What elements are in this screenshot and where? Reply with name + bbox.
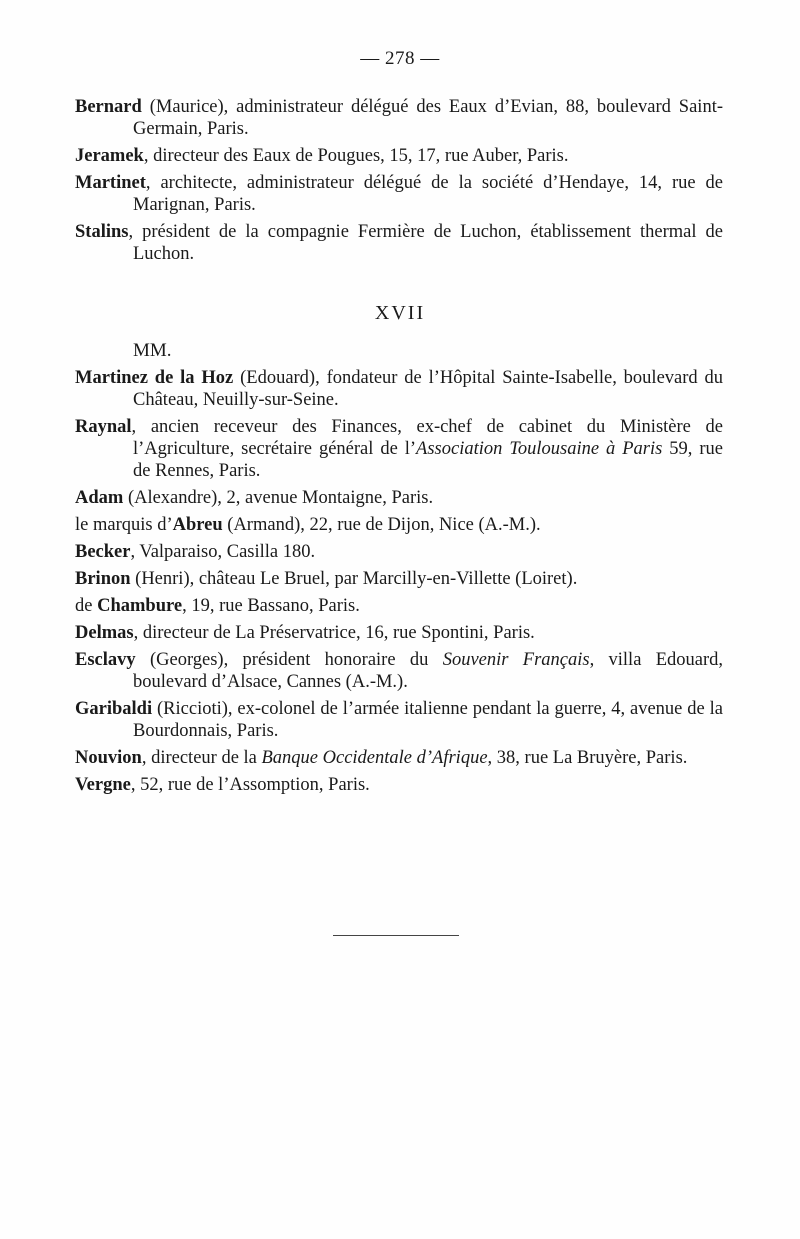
entry [75,487,723,509]
entry-text: (Alexandre), 2, avenue Montaigne, Paris. [123,488,434,508]
entry [75,172,723,216]
entry-name: Brinon [75,569,131,589]
entry-name: Garibaldi [75,699,153,719]
entry [75,416,723,482]
entry-name: Martinez de la Hoz [75,368,234,388]
entry-text-after: 59, rue de Rennes, Paris. [133,439,723,481]
entry-prefix: de [75,596,98,616]
entry-name: Stalins [75,222,129,242]
entry [75,774,723,796]
entry-name: Becker [75,542,131,562]
page-number: — 278 — [360,48,440,69]
entry-list-section [75,367,723,801]
section-title: XVII [374,302,426,324]
entry [75,514,723,536]
entry-italic: Association Toulousaine à Paris [416,439,663,459]
entry-text: , 19, rue Bassano, Paris. [182,596,360,616]
entry-name: Raynal [75,417,132,437]
entry-name: Vergne [75,775,131,795]
entry-name: Jeramek [75,146,144,166]
entry-text: , architecte, administrateur délégué de la société d’Hendaye, 14, rue de Marignan, Paris. [133,173,723,215]
entry-name: Martinet [75,173,146,193]
entry-text: (Armand), 22, rue de Dijon, Nice (A.-M.). [222,515,541,535]
entry [75,541,723,563]
entry-text-after: , villa Edouard, boulevard d’Alsace, Cannes (A.-M.). [133,650,724,692]
entry-text: (Maurice), administrateur délégué des Eaux d’Evian, 88, boulevard Saint-Germain, Paris. [133,97,723,139]
entry-name: Adam [75,488,124,508]
entry-text: , président de la compagnie Fermière de Luchon, établissement thermal de Luchon. [128,222,723,264]
entry [75,568,723,590]
entry-text: , directeur des Eaux de Pougues, 15, 17, rue Auber, Paris. [143,146,569,166]
entry [75,367,723,411]
entry-text: (Edouard), fondateur de l’Hôpital Sainte-Isabelle, boulevard du Château, Neuilly-sur-Seine. [133,368,723,410]
entry-text: , directeur de La Préservatrice, 16, rue Spontini, Paris. [133,623,535,643]
entry-name: Chambure [97,596,183,616]
entry-text: (Georges), président honoraire du [135,650,443,670]
entry [75,622,723,644]
entry-italic: Banque Occidentale d’Afrique [261,748,488,768]
entry-name: Esclavy [75,650,136,670]
entry-text: , Valparaiso, Casilla 180. [130,542,316,562]
entry-text: (Henri), château Le Bruel, par Marcilly-en-Villette (Loiret). [130,569,578,589]
entry [75,698,723,742]
entry-italic: Souvenir Français [442,650,590,670]
entry-name: Bernard [75,97,142,117]
entry-text: , ancien receveur des Finances, ex-chef de cabinet du Ministère de l’Agriculture, secrétaire général de l’ [131,417,723,459]
entry-name: Nouvion [75,748,142,768]
entry-text: , directeur de la [141,748,262,768]
entry [75,595,723,617]
entry-prefix: le marquis d’ [75,515,173,535]
entry-list-top [75,96,723,270]
entry [75,145,723,167]
salutation: MM. [133,340,172,361]
entry-text: (Riccioti), ex-colonel de l’armée italienne pendant la guerre, 4, avenue de la Bourdonnais, Paris. [133,699,723,741]
entry-text: , 52, rue de l’Assomption, Paris. [130,775,370,795]
end-rule [333,935,459,936]
entry-name: Abreu [172,515,223,535]
entry-name: Delmas [75,623,134,643]
entry [75,221,723,265]
entry [75,649,723,693]
entry [75,96,723,140]
entry-text-after: , 38, rue La Bruyère, Paris. [487,748,688,768]
entry [75,747,723,769]
